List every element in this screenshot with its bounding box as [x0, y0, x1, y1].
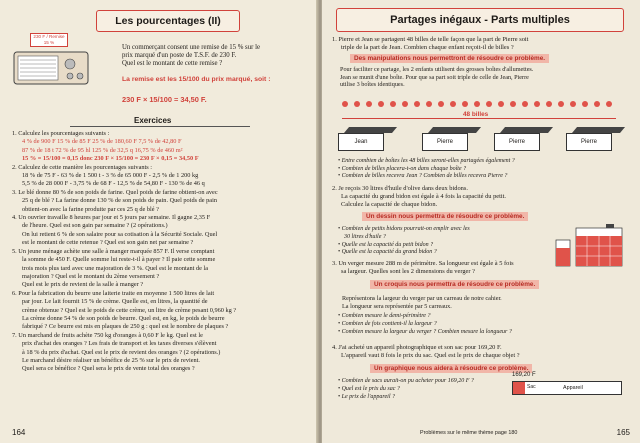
bille [570, 101, 576, 107]
exercise-line: 87 % de 18 t 72 % de 95 hl 125 % de 32,5 q 16,75 % de 460 m² [22, 146, 183, 154]
matchbox-pierre-3 [566, 127, 620, 153]
bille [582, 101, 588, 107]
question-line: • Combien de petits bidons pourrait-on emplir avec les [338, 226, 470, 232]
bille [354, 101, 360, 107]
remise-formula: La remise est les 15/100 du prix marqué, soit : [122, 76, 271, 83]
matchbox-jean [338, 127, 392, 153]
hint-banner-4: Un graphique nous aidera à résoudre ce problème. [370, 364, 532, 373]
right-page-title: Partages inégaux - Parts multiples [336, 8, 624, 32]
exercise-line: 25 q de blé ? La farine donne 130 % de son poids de pain. Quel poids de pain [22, 197, 217, 205]
problem-line: sa largeur. Quelles sont les 2 dimensions du verger ? [341, 267, 475, 275]
question-line: • Combien de fois contient-il la largeur ? [338, 320, 437, 327]
exercise-line: par jour. Le lait fournit 15 % de crème. Quelle est, en litres, la quantité de [22, 298, 208, 306]
problem-line: 3. Un verger mesure 288 m de périmètre. Sa longueur est égale à 5 fois [332, 260, 514, 267]
question-line: • Combien de sacs aurait-on pu acheter pour 169,20 F ? [338, 378, 474, 384]
right-page [322, 0, 640, 443]
intro-line: Quel est le montant de cette remise ? [122, 60, 223, 68]
problem-line: Représentons la largeur du verger par un carreau de notre cahier. [342, 295, 502, 302]
problem-1-setup [340, 66, 533, 89]
problem-line: 1. Pierre et Jean se partagent 48 billes de telle façon que la part de Pierre soit [332, 36, 529, 43]
matchbox-label: Pierre [566, 133, 612, 151]
exercise-line: Quel est le prix de revient de la salle à manger ? [22, 281, 144, 289]
bille [390, 101, 396, 107]
exercise-line: 5,5 % de 28 000 F - 3,75 % de 68 F - 12,5 % de 54,80 F - 130 % de 46 q [22, 180, 205, 188]
intro-line: prix marqué d'un poste de T.S.F. de 230 F. [122, 52, 237, 60]
bille [522, 101, 528, 107]
exercise-line: Quel sera ce bénéfice ? Quel sera le prix de vente total des oranges ? [22, 365, 195, 373]
question-line: • Quelle est la capacité du grand bidon ? [338, 249, 437, 256]
matchbox-label: Pierre [422, 133, 468, 151]
problem-line: utilise 3 boîtes identiques. [340, 81, 405, 89]
matchbox-label: Pierre [494, 133, 540, 151]
bille [558, 101, 564, 107]
problem-line: 2. Je reçois 30 litres d'huile d'olive dans deux bidons. [332, 185, 468, 192]
problem-1 [332, 36, 528, 52]
problem-3-setup [342, 295, 502, 311]
price-tag: 230 F / Remise 15 % [30, 33, 68, 47]
question-line: • Quelle est la capacité du petit bidon ? [338, 241, 434, 248]
bidons-drawing [554, 222, 628, 268]
exercise-line: 2. Calculez de cette manière les pourcentages suivants : [12, 163, 153, 171]
exercise-line: 18 % de 75 F - 63 % de 1 500 t - 3 % de 65 000 F - 2,5 % de 1 200 kg [22, 172, 199, 180]
problem-line: La longueur sera représentée par 5 carreaux. [342, 302, 452, 310]
exercise-line: 3. Le blé donne 80 % de son poids de farine. Quel poids de farine obtient-on avec [12, 188, 218, 196]
bille [474, 101, 480, 107]
exercise-line: majoration ? Quel est le montant du 2ème versement ? [22, 272, 160, 280]
exercise-line: 4 % de 900 F 15 % de 85 F 25 % de 180,60 F 7,5 % de 42,80 F [22, 138, 182, 146]
left-page [0, 0, 318, 443]
question-line: • Quel est le prix du sac ? [338, 385, 400, 392]
exercise-line: 15 % = 15/100 = 0,15 donc 230 F × 15/100 = 230 F × 0,15 = 34,50 F [22, 155, 199, 163]
bille [414, 101, 420, 107]
question-line: 30 litres d'huile ? [344, 233, 386, 240]
graph-appareil-label: Appareil [563, 385, 583, 391]
hint-banner-3: Un croquis nous permettra de résoudre ce problème. [370, 280, 539, 289]
problem-line: La capacité du grand bidon est égale à 4 fois la capacité du petit. [341, 192, 507, 200]
bille [450, 101, 456, 107]
bille [402, 101, 408, 107]
bille [498, 101, 504, 107]
problem-line: Pour faciliter ce partage, les 2 enfants utilisent des grosses boîtes d'allumettes. [340, 66, 534, 73]
matchbox-label: Jean [338, 133, 384, 151]
exercise-line: crème obtenue ? Quel est le poids de cette crème, un litre de crème pesant 0,960 kg ? [22, 306, 237, 314]
bille [366, 101, 372, 107]
bille [342, 101, 348, 107]
bille [486, 101, 492, 107]
matchbox-pierre-2 [494, 127, 548, 153]
bille [462, 101, 468, 107]
question-line: • Entre combien de boîtes les 48 billes seront-elles partagées également ? [338, 158, 515, 164]
problem-line: L'appareil vaut 8 fois le prix du sac. Quel est le prix de chaque objet ? [341, 351, 520, 359]
questions-4 [338, 378, 474, 401]
exercices-heading: Exercices [134, 116, 172, 125]
bille [426, 101, 432, 107]
exercise-line: obtient-on avec la farine produite par ces 25 q de blé ? [22, 205, 159, 213]
graph-sac-label: Sac [527, 384, 536, 390]
billes-arrow [342, 118, 616, 119]
exercise-list [12, 130, 312, 374]
exercise-line: 4. Un ouvrier travaille 8 heures par jour et 5 jours par semaine. Il gagne 2,35 F [12, 214, 211, 222]
exercise-line: la somme de 450 F. Quelle somme lui reste-t-il à payer ? Il paie cette somme [22, 256, 216, 264]
problem-line: 4. J'ai acheté un appareil photographique et son sac pour 169,20 F. [332, 344, 502, 351]
exercise-line: 7. Un marchand de fruits achète 750 kg d'oranges à 0,60 F le kg. Quel est le [12, 331, 203, 339]
right-page-number: 165 [616, 428, 630, 437]
bille [534, 101, 540, 107]
bille [438, 101, 444, 107]
intro-line: Un commerçant consent une remise de 15 % sur le [122, 44, 260, 51]
question-line: • Combien de billes recevra Jean ? Combien de billes recevra Pierre ? [338, 173, 508, 180]
graph-sac-segment [513, 382, 525, 394]
exercise-line: fabriqué ? Ce beurre est mis en plaques de 250 g : quel est le nombre de plaques ? [22, 323, 229, 331]
question-line: • Le prix de l'appareil ? [338, 393, 395, 400]
question-line: • Combien mesure la largeur du verger ? Combien mesure la longueur ? [338, 328, 512, 335]
hint-banner-2: Un dessin nous permettra de résoudre ce problème. [362, 212, 528, 221]
exercices-underline [70, 126, 250, 127]
problem-line: triple de la part de Jean. Combien chaque enfant reçoit-il de billes ? [341, 43, 514, 51]
problem-3 [332, 260, 514, 276]
remise-calculation: 230 F × 15/100 = 34,50 F. [122, 95, 207, 104]
bille [606, 101, 612, 107]
problem-line: Calculez la capacité de chaque bidon. [341, 200, 438, 208]
questions-1 [338, 158, 515, 181]
exercise-line: prix d'achat des oranges ? Les frais de transport et les taxes diverses s'élèvent [22, 340, 217, 348]
exercise-line: On lui retient 6 % de son salaire pour sa cotisation à la Sécurité Sociale. Quel [22, 230, 218, 238]
exercise-line: La crème donne 54 % de son poids de beurre. Quel est, en kg, le poids de beurre [22, 314, 225, 322]
problem-line: Jean se munit d'une boîte. Pour que sa part soit triple de celle de Jean, Pierre [340, 73, 529, 81]
exercise-line: Le marchand désire réaliser un bénéfice de 25 % sur le prix de revient. [22, 356, 200, 364]
exercise-line: est le montant de cette retenue ? Quel est son gain net par semaine ? [22, 239, 194, 247]
problem-4 [332, 344, 520, 360]
graph-bar [512, 381, 622, 395]
exercise-line: 5. Un jeune ménage achète une salle à manger marquée 857 F. Il verse comptant [12, 247, 215, 255]
bille [546, 101, 552, 107]
bille [378, 101, 384, 107]
question-line: • Combien de billes placera-t-on dans chaque boîte ? [338, 165, 467, 172]
questions-3 [338, 313, 512, 336]
exercise-line: de l'heure. Quel est son gain par semaine ? (2 opérations.) [22, 222, 168, 230]
graph-total-label: 169,20 F [512, 372, 536, 378]
billes-label: 48 billes [460, 111, 491, 118]
exercise-line: 6. Pour la fabrication du beurre une laiterie traite en moyenne 1 500 litres de lait [12, 289, 215, 297]
page-footer: Problèmes sur le même thème page 180 [420, 430, 518, 436]
hint-banner-1: Des manipulations nous permettront de résoudre ce problème. [350, 54, 549, 63]
exercise-line: trois mois plus tard avec une majoration de 3 %. Quel est le montant de la [22, 264, 209, 272]
matchbox-pierre-1 [422, 127, 476, 153]
exercise-line: 1. Calculez les pourcentages suivants : [12, 130, 110, 137]
billes-row [342, 101, 622, 109]
exercise-line: à 18 % du prix d'achat. Quel est le prix de revient des oranges ? (2 opérations.) [22, 348, 221, 356]
question-line: • Combien mesure le demi-périmètre ? [338, 313, 431, 319]
problem-2 [332, 185, 506, 208]
intro-text [122, 44, 260, 69]
questions-2 [338, 226, 470, 257]
bille [510, 101, 516, 107]
left-page-title: Les pourcentages (II) [96, 10, 240, 32]
left-page-number: 164 [12, 428, 26, 437]
bille [594, 101, 600, 107]
